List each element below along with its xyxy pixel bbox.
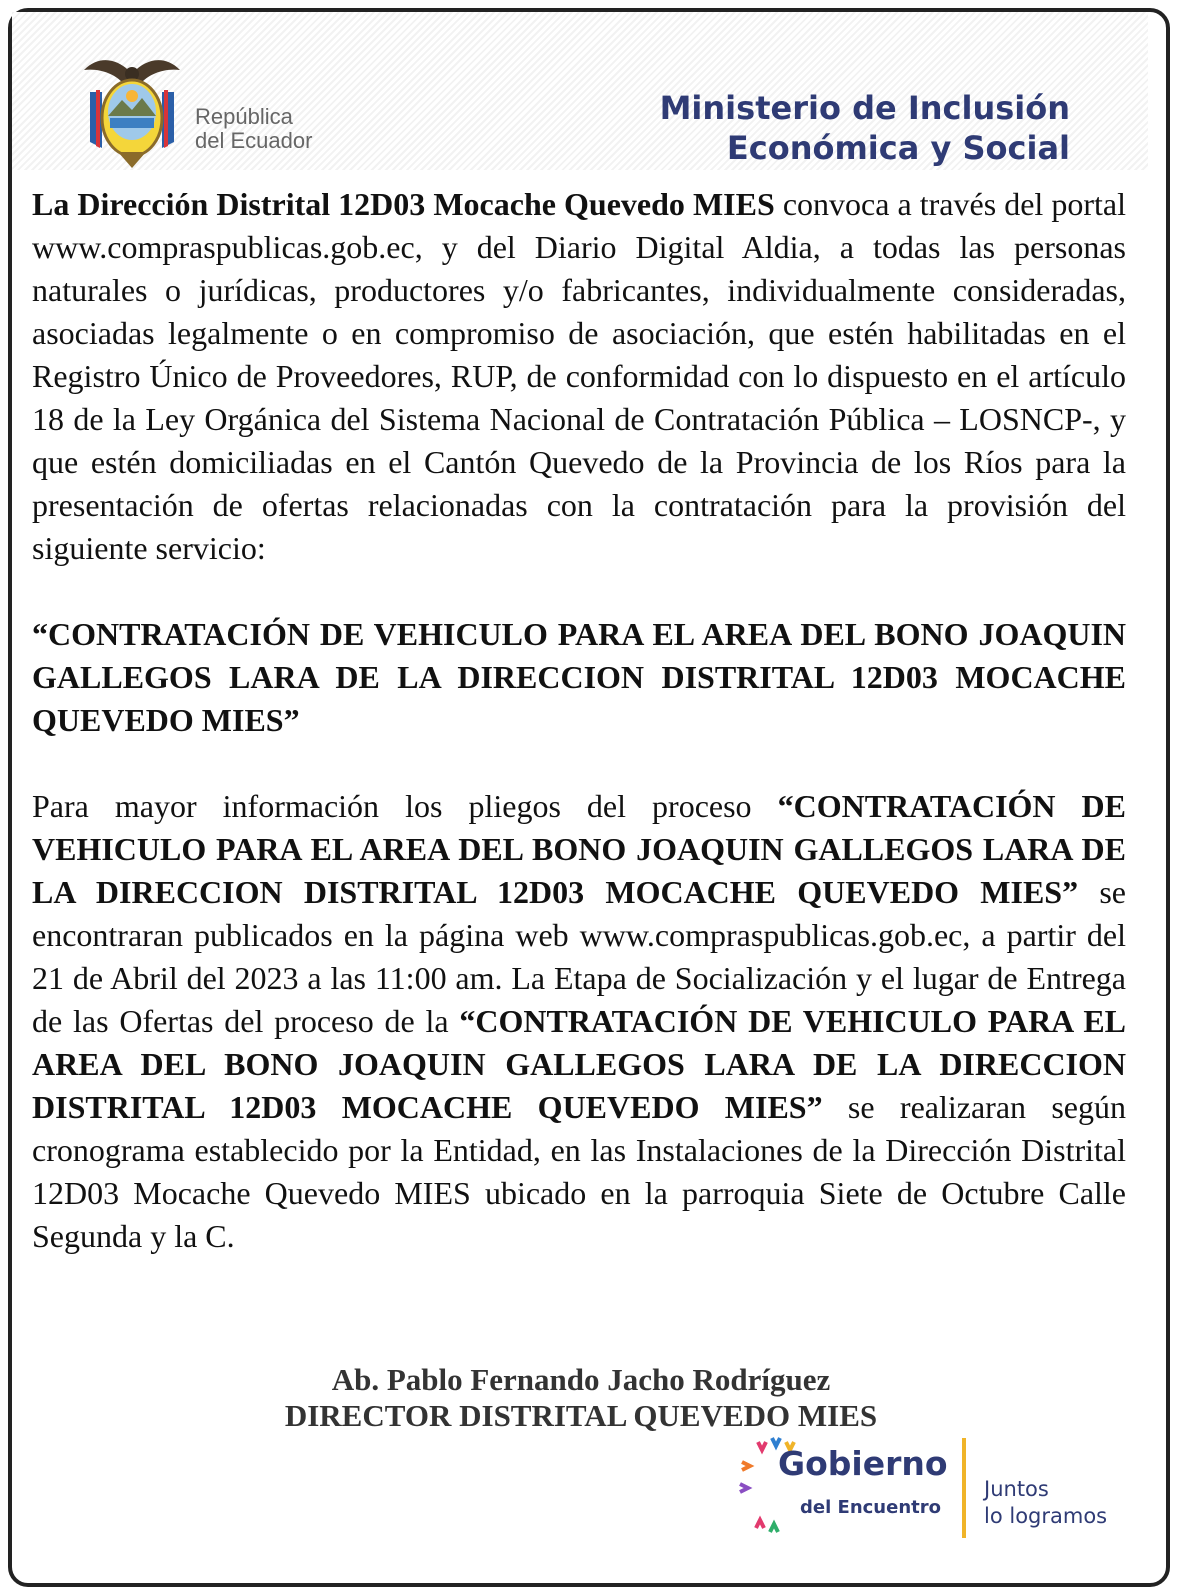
details-text-b: se encontraran publicados en la página web www.compraspublicas.gob.ec, a partir del 21 de Abril del 2023 a las 11:00 am. La Etapa de Socialización y el lugar de Entrega de las Ofertas del proceso de la	[32, 874, 1127, 1039]
process-name-2: “CONTRATACIÓN DE VEHICULO PARA EL AREA DEL BONO JOAQUIN GALLEGOS LARA DE LA DIRECCION DISTRITAL 12D03 MOCACHE QUEVEDO MIES”	[32, 1003, 1127, 1125]
motto-line-2: lo logramos	[984, 1504, 1108, 1528]
ministry-line-2: Económica y Social	[726, 129, 1070, 167]
government-logo	[736, 1432, 1136, 1552]
ministry-line-1: Ministerio de Inclusión	[659, 89, 1070, 127]
republic-line-1: República	[195, 104, 293, 129]
header	[12, 12, 1148, 170]
notice-body	[32, 183, 1126, 1258]
process-title: “CONTRATACIÓN DE VEHICULO PARA EL AREA DEL BONO JOAQUIN GALLEGOS LARA DE LA DIRECCION DISTRITAL 12D03 MOCACHE QUEVEDO MIES”	[32, 616, 1126, 738]
motto	[984, 1476, 1107, 1530]
ministry-name	[660, 88, 1070, 168]
gobierno-sub: del Encuentro	[800, 1497, 941, 1518]
details-paragraph	[32, 785, 1126, 1258]
intro-text: convoca a través del portal www.compraspublicas.gob.ec, y del Diario Digital Aldia, a todas las personas naturales o jurídicas, productores y/o fabricantes, individualmente consideradas, asociadas legalmente o en compromiso de asociación, que estén habilitadas en el Registro Único de Proveedores, RUP, de conformidad con lo dispuesto en el artículo 18 de la Ley Orgánica del Sistema Nacional de Contratación Pública – LOSNCP-, y que estén domiciliadas en el Cantón Quevedo de la Provincia de los Ríos para la presentación de ofertas relacionadas con la contratación para la provisión del siguiente servicio:	[32, 186, 1127, 566]
signatory-name: Ab. Pablo Fernando Jacho Rodríguez	[331, 1362, 831, 1397]
republic-line-2: del Ecuador	[195, 128, 313, 153]
republic-label	[195, 105, 312, 153]
gobierno-word: Gobierno	[778, 1444, 948, 1483]
details-text-a: Para mayor información los pliegos del proceso	[32, 788, 778, 824]
intro-paragraph	[32, 183, 1126, 570]
logo-divider	[962, 1438, 966, 1538]
process-name-1: “CONTRATACIÓN DE VEHICULO PARA EL AREA DEL BONO JOAQUIN GALLEGOS LARA DE LA DIRECCION DISTRITAL 12D03 MOCACHE QUEVEDO MIES”	[32, 788, 1127, 910]
signatory-position: DIRECTOR DISTRITAL QUEVEDO MIES	[284, 1398, 878, 1433]
issuer-name: La Dirección Distrital 12D03 Mocache Quevedo MIES	[32, 186, 775, 222]
signature-block	[0, 1362, 1162, 1434]
details-text-c: se realizaran según cronograma establecido por la Entidad, en las Instalaciones de la Dirección Distrital 12D03 Mocache Quevedo MIES ubicado en la parroquia Siete de Octubre Calle Segunda y la C.	[32, 1089, 1126, 1254]
coat-of-arms-icon	[72, 52, 192, 174]
motto-line-1: Juntos	[984, 1477, 1049, 1501]
